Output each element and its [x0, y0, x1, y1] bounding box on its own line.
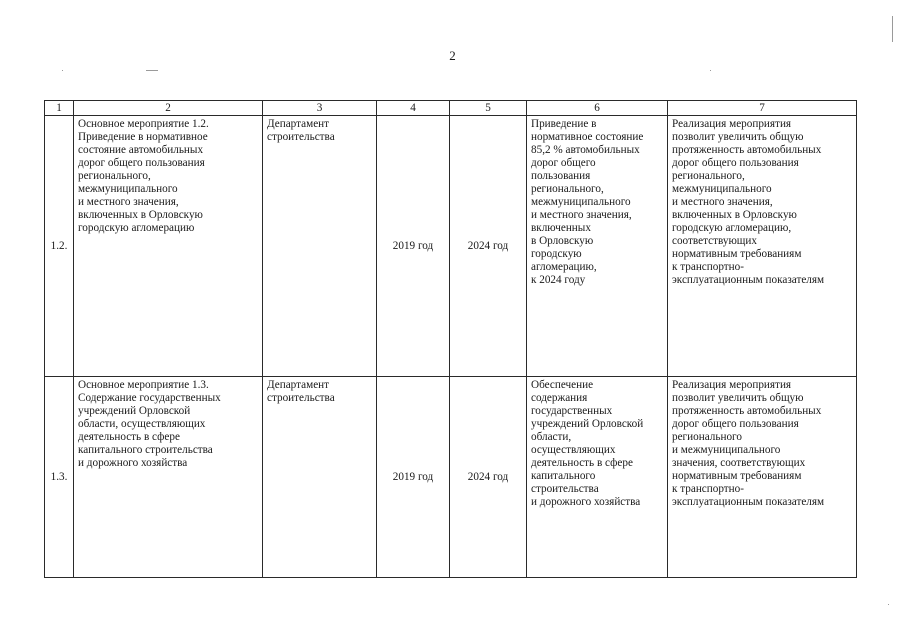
- table-row: [45, 377, 857, 578]
- effect-text: Реализация мероприятия позволит увеличить общую протяженность автомобильных дорог общего пользования регионального, межмуниципального и местного значения, включенных в Орловскую городскую агломерацию, соответствующих нормативным требованиям к транспортно- эксплуатационным показателям: [672, 118, 825, 286]
- scan-artifact: [888, 604, 889, 605]
- column-number: 3: [263, 101, 377, 116]
- effect-cell: [668, 377, 857, 578]
- page-number: 2: [449, 48, 456, 63]
- result-text: Приведение в нормативное состояние 85,2 % автомобильных дорог общего пользования регионального, межмуниципального и местного значения, включенных в Орловскую городскую агломерацию, к 2024 году: [531, 118, 644, 286]
- result-text: Обеспечение содержания государственных учреждений Орловской области, осуществляющих деятельность в сфере капитального строительства и дорожного хозяйства: [531, 379, 644, 508]
- column-number: 4: [377, 101, 450, 116]
- column-number: 5: [450, 101, 527, 116]
- row-number: 1.2.: [45, 116, 74, 377]
- start-year: 2019 год: [377, 377, 450, 578]
- measures-table: [44, 100, 857, 578]
- executor-text: Департамент строительства: [267, 379, 335, 404]
- column-number: 6: [527, 101, 668, 116]
- event-cell: [74, 116, 263, 377]
- executor-cell: [263, 116, 377, 377]
- column-number: 7: [668, 101, 857, 116]
- result-cell: [527, 377, 668, 578]
- result-cell: [527, 116, 668, 377]
- column-number: 2: [74, 101, 263, 116]
- scan-artifact: [892, 16, 893, 42]
- effect-cell: [668, 116, 857, 377]
- executor-text: Департамент строительства: [267, 118, 335, 143]
- column-number: 1: [45, 101, 74, 116]
- scan-artifact: [62, 70, 63, 71]
- scan-artifact: [146, 70, 158, 71]
- event-cell: [74, 377, 263, 578]
- column-numbers-row: [45, 101, 857, 116]
- scan-artifact: [710, 70, 711, 71]
- row-number: 1.3.: [45, 377, 74, 578]
- event-text: Основное мероприятие 1.2. Приведение в нормативное состояние автомобильных дорог общего пользования регионального, межмуниципального и местного значения, включенных в Орловскую городскую агломерацию: [78, 118, 209, 234]
- event-text: Основное мероприятие 1.3. Содержание государственных учреждений Орловской области, осуществляющих деятельность в сфере капитального строительства и дорожного хозяйства: [78, 379, 221, 469]
- executor-cell: [263, 377, 377, 578]
- end-year: 2024 год: [450, 116, 527, 377]
- end-year: 2024 год: [450, 377, 527, 578]
- effect-text: Реализация мероприятия позволит увеличить общую протяженность автомобильных дорог общего пользования регионального и межмуниципального значения, соответствующих нормативным требованиям к транспортно- эксплуатационным показателям: [672, 379, 825, 508]
- table-row: [45, 116, 857, 377]
- start-year: 2019 год: [377, 116, 450, 377]
